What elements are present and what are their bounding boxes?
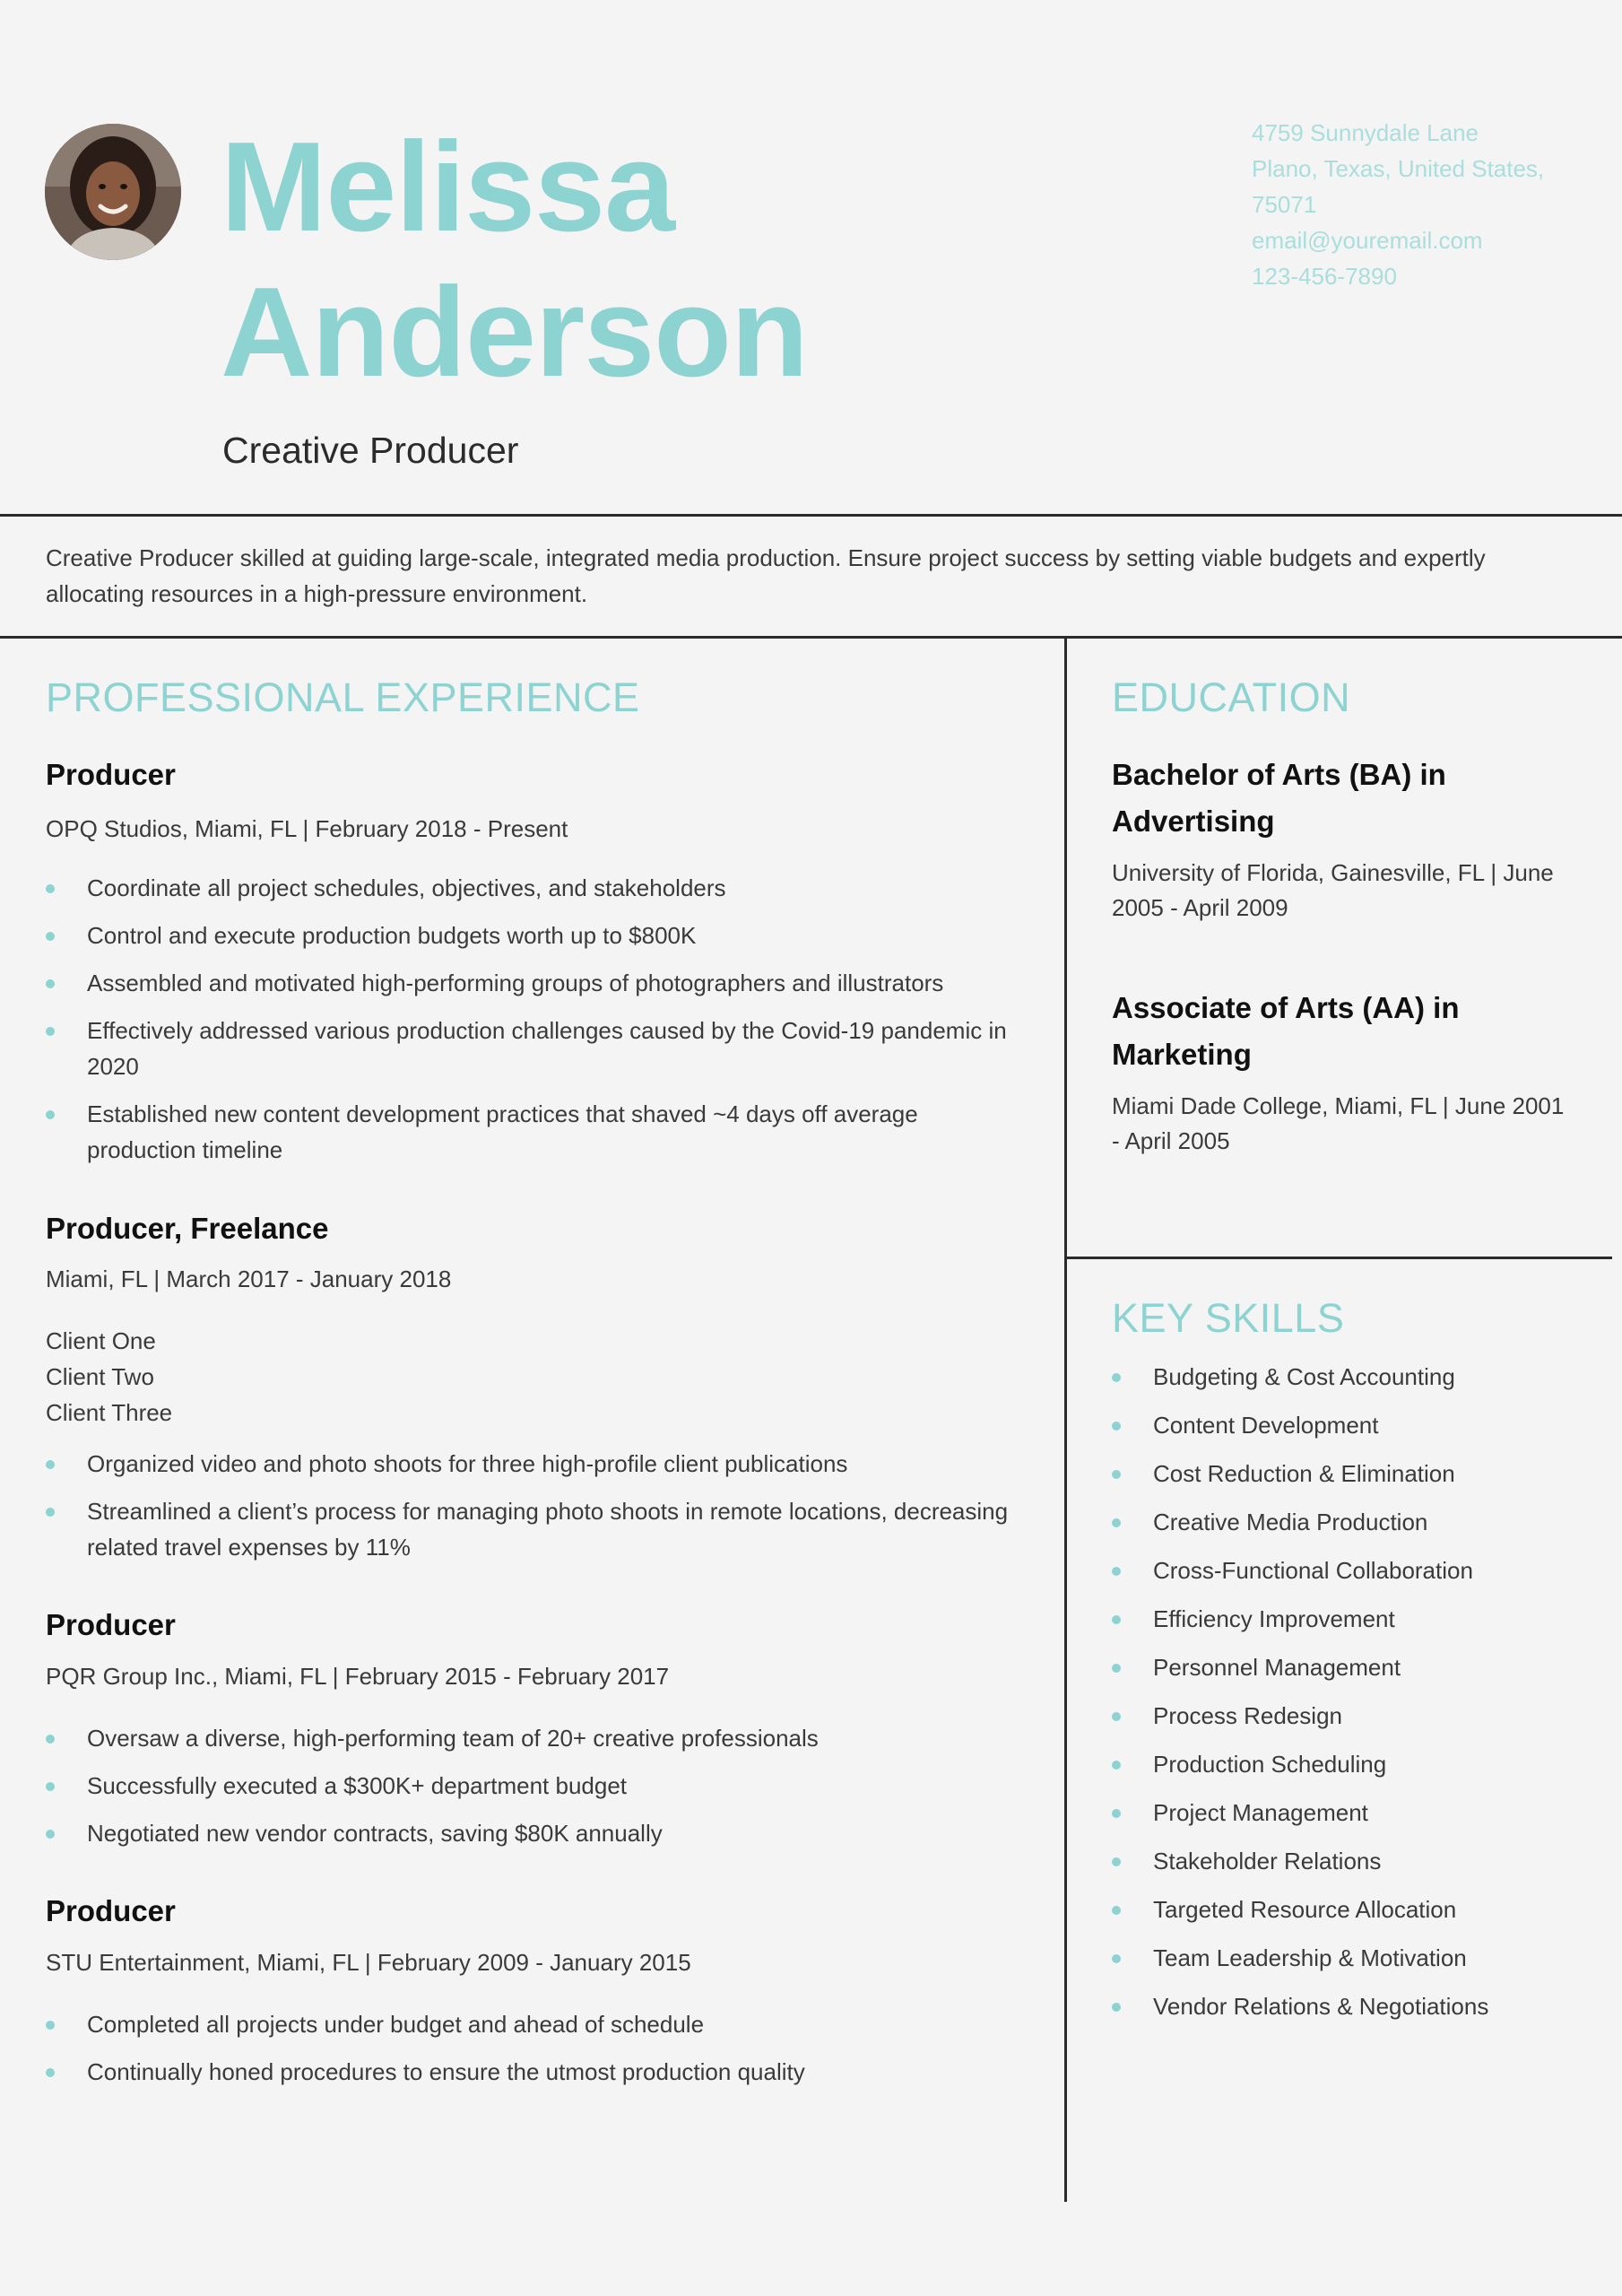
job-4-meta: STU Entertainment, Miami, FL | February 2009 - January 2015	[46, 1949, 691, 1976]
last-name: Anderson	[221, 261, 808, 404]
skill-item: Creative Media Production	[1112, 1504, 1596, 1540]
skill-item: Project Management	[1112, 1795, 1596, 1831]
skill-item: Cost Reduction & Elimination	[1112, 1456, 1596, 1492]
skill-item: Cross-Functional Collaboration	[1112, 1552, 1596, 1588]
job-4-title: Producer	[46, 1894, 176, 1927]
job-2-bullets	[46, 1446, 1032, 1577]
list-item: Coordinate all project schedules, objectives, and stakeholders	[46, 870, 1032, 906]
first-name: Melissa	[221, 116, 675, 258]
skill-item: Targeted Resource Allocation	[1112, 1892, 1596, 1927]
job-2-meta: Miami, FL | March 2017 - January 2018	[46, 1265, 452, 1292]
list-item: Oversaw a diverse, high-performing team of 20+ creative professionals	[46, 1720, 1032, 1756]
education-heading: EDUCATION	[1112, 674, 1351, 720]
address-line-3: 75071	[1252, 191, 1317, 218]
skill-item: Content Development	[1112, 1407, 1596, 1443]
list-item: Successfully executed a $300K+ department budget	[46, 1768, 1032, 1804]
column-divider	[1064, 638, 1067, 2202]
address-line-1: 4759 Sunnydale Lane	[1252, 119, 1479, 146]
client-name: Client Three	[46, 1399, 173, 1426]
address-line-2: Plano, Texas, United States,	[1252, 155, 1545, 182]
avatar	[45, 124, 181, 260]
skills-list	[1112, 1359, 1596, 2037]
education-2-meta: Miami Dade College, Miami, FL | June 2001 - April 2005	[1112, 1092, 1565, 1154]
skills-heading: KEY SKILLS	[1112, 1295, 1345, 1341]
job-2-clients	[46, 1323, 172, 1431]
job-title: Creative Producer	[222, 430, 519, 471]
job-4-bullets	[46, 2006, 1032, 2101]
list-item: Organized video and photo shoots for three high-profile client publications	[46, 1446, 1032, 1482]
skill-item: Budgeting & Cost Accounting	[1112, 1359, 1596, 1395]
list-item: Assembled and motivated high-performing groups of photographers and illustrators	[46, 965, 1032, 1001]
education-1-meta: University of Florida, Gainesville, FL | June 2005 - April 2009	[1112, 859, 1554, 921]
header-divider	[0, 514, 1622, 517]
job-3-bullets	[46, 1720, 1032, 1863]
skill-item: Production Scheduling	[1112, 1746, 1596, 1782]
skill-item: Team Leadership & Motivation	[1112, 1940, 1596, 1976]
client-name: Client One	[46, 1327, 156, 1354]
list-item: Established new content development practices that shaved ~4 days off average production timeline	[46, 1096, 1032, 1168]
summary-divider	[0, 636, 1622, 639]
list-item: Completed all projects under budget and ahead of schedule	[46, 2006, 1032, 2042]
education-2-degree: Associate of Arts (AA) in Marketing	[1112, 991, 1460, 1071]
skill-item: Efficiency Improvement	[1112, 1601, 1596, 1637]
job-2-title: Producer, Freelance	[46, 1212, 329, 1245]
list-item: Streamlined a client’s process for managing photo shoots in remote locations, decreasing related travel expenses by 11%	[46, 1493, 1032, 1565]
email-link[interactable]: email@youremail.com	[1252, 227, 1483, 254]
client-name: Client Two	[46, 1363, 154, 1390]
profile-photo-icon	[45, 124, 181, 260]
skill-item: Vendor Relations & Negotiations	[1112, 1988, 1596, 2024]
job-3-meta: PQR Group Inc., Miami, FL | February 2015 - February 2017	[46, 1663, 670, 1690]
job-3-title: Producer	[46, 1608, 176, 1641]
skill-item: Process Redesign	[1112, 1698, 1596, 1734]
education-1-degree: Bachelor of Arts (BA) in Advertising	[1112, 758, 1446, 838]
phone-number: 123-456-7890	[1252, 263, 1397, 290]
job-1-bullets	[46, 870, 1032, 1179]
skill-item: Personnel Management	[1112, 1649, 1596, 1685]
skill-item: Stakeholder Relations	[1112, 1843, 1596, 1879]
experience-heading: PROFESSIONAL EXPERIENCE	[46, 674, 640, 720]
list-item: Effectively addressed various production challenges caused by the Covid-19 pandemic in 2020	[46, 1013, 1032, 1084]
sidebar-divider	[1065, 1257, 1612, 1259]
list-item: Continually honed procedures to ensure the utmost production quality	[46, 2054, 1032, 2090]
list-item: Negotiated new vendor contracts, saving $80K annually	[46, 1815, 1032, 1851]
summary-text: Creative Producer skilled at guiding large-scale, integrated media production. Ensure project success by setting viable budgets and expertly allocating resources in a high-pressure environment.	[46, 544, 1486, 607]
full-name	[221, 115, 1117, 405]
list-item: Control and execute production budgets worth up to $800K	[46, 918, 1032, 953]
job-1-meta: OPQ Studios, Miami, FL | February 2018 - Present	[46, 815, 568, 842]
contact-info	[1252, 115, 1574, 294]
job-1-title: Producer	[46, 758, 176, 791]
